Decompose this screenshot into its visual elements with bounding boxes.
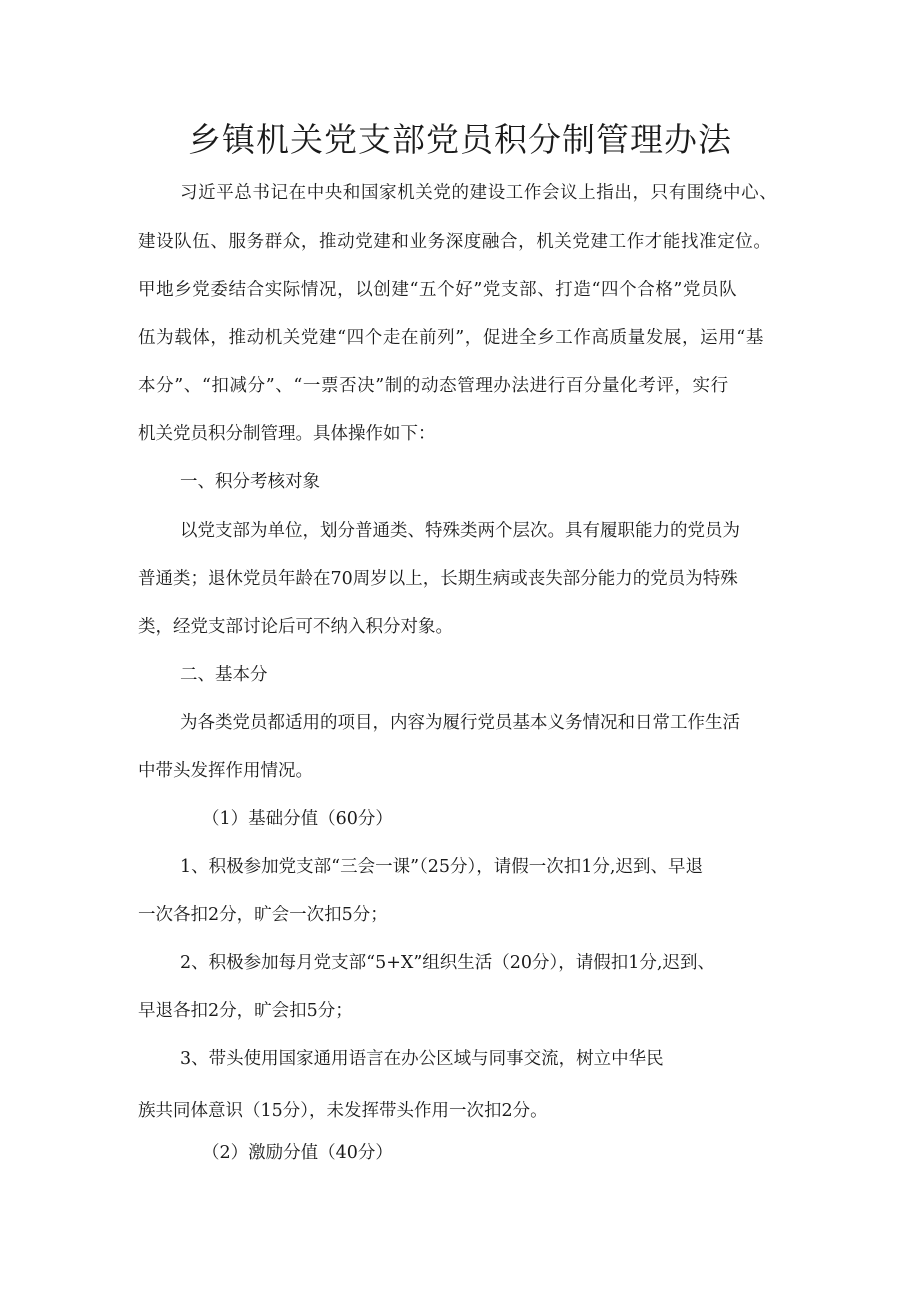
intro-line: 本分”、“扣减分”、“一票否决”制的动态管理办法进行百分量化考评，实行 — [138, 376, 729, 396]
intro-line: 伍为载体，推动机关党建“四个走在前列”，促进全乡工作高质量发展，运用“基 — [138, 328, 764, 348]
intro-line: 建设队伍、服务群众，推动党建和业务深度融合，机关党建工作才能找准定位。 — [138, 232, 772, 252]
section-heading: 二、基本分 — [180, 665, 268, 685]
section-body-line: 普通类；退休党员年龄在70周岁以上，长期生病或丧失部分能力的党员为特殊 — [138, 569, 738, 589]
intro-line: 甲地乡党委结合实际情况，以创建“五个好”党支部、打造“四个合格”党员队 — [138, 280, 738, 300]
subsection-heading: （1）基础分值（60分） — [202, 809, 393, 829]
list-item-line: 早退各扣2分，旷会扣5分； — [138, 1001, 353, 1021]
section-body-line: 以党支部为单位，划分普通类、特殊类两个层次。具有履职能力的党员为 — [180, 521, 740, 541]
list-item-line: 2、积极参加每月党支部“5+X”组织生活（20分），请假扣1分,迟到、 — [180, 953, 715, 973]
section-body-line: 中带头发挥作用情况。 — [138, 761, 313, 781]
list-item-line: 1、积极参加党支部“三会一课”（25分），请假一次扣1分,迟到、早退 — [180, 857, 703, 877]
document-title: 乡镇机关党支部党员积分制管理办法 — [188, 120, 732, 159]
list-item-line: 一次各扣2分，旷会一次扣5分； — [138, 905, 388, 925]
list-item-line: 3、带头使用国家通用语言在办公区域与同事交流，树立中华民 — [180, 1049, 664, 1069]
section-body-line: 为各类党员都适用的项目，内容为履行党员基本义务情况和日常工作生活 — [180, 713, 740, 733]
subsection-heading: （2）激励分值（40分） — [202, 1143, 393, 1163]
intro-line: 机关党员积分制管理。具体操作如下： — [138, 424, 436, 444]
section-heading: 一、积分考核对象 — [180, 472, 320, 492]
intro-line: 习近平总书记在中央和国家机关党的建设工作会议上指出，只有围绕中心、 — [180, 183, 778, 203]
section-body-line: 类，经党支部讨论后可不纳入积分对象。 — [138, 617, 453, 637]
list-item-line: 族共同体意识（15分），未发挥带头作用一次扣2分。 — [138, 1101, 548, 1121]
